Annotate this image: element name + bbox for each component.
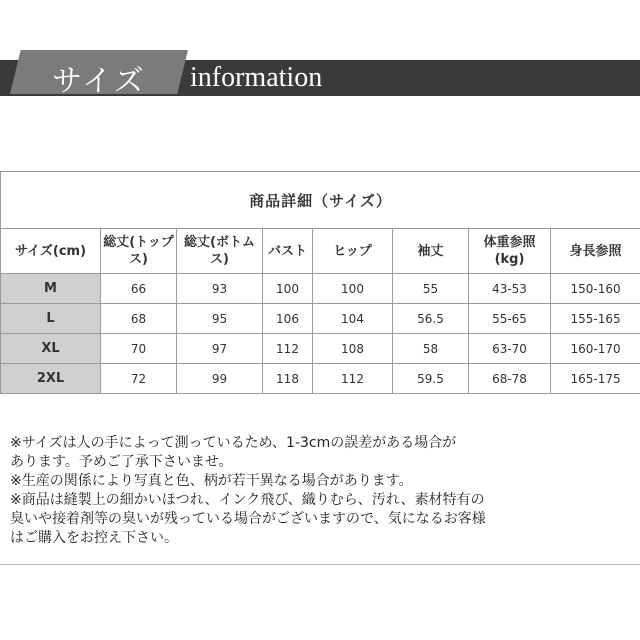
row-size-label: M: [1, 274, 101, 304]
cell-bust: 112: [263, 334, 313, 364]
note-line: ※サイズは人の手によって測っているため、1-3cmの誤差がある場合が: [10, 435, 457, 451]
cell-length-tops: 72: [101, 364, 177, 394]
row-size-label: XL: [1, 334, 101, 364]
header-size: サイズ(cm): [1, 229, 101, 274]
cell-length-bottoms: 93: [177, 274, 263, 304]
header-hip: ヒップ: [313, 229, 393, 274]
cell-length-tops: 68: [101, 304, 177, 334]
cell-bust: 118: [263, 364, 313, 394]
note-line: ※生産の関係により写真と色、柄が若干異なる場合があります。: [10, 473, 413, 489]
cell-weight: 63-70: [469, 334, 551, 364]
divider: [0, 564, 640, 565]
table-row: [1, 304, 640, 334]
cell-sleeve: 59.5: [393, 364, 469, 394]
note-line: あります。予めご了承下さいませ。: [10, 454, 233, 470]
size-table: [0, 171, 640, 394]
cell-height: 165-175: [551, 364, 640, 394]
cell-weight: 68-78: [469, 364, 551, 394]
cell-sleeve: 58: [393, 334, 469, 364]
header-height: 身長参照: [551, 229, 640, 274]
note-line: ※商品は縫製上の細かいほつれ、インク飛び、織りむら、汚れ、素材特有の: [10, 492, 485, 508]
cell-length-bottoms: 99: [177, 364, 263, 394]
header-weight: 体重参照(kg): [469, 229, 551, 274]
header-tag-text: サイズ: [52, 64, 146, 99]
table-header-row: [1, 229, 640, 274]
cell-bust: 106: [263, 304, 313, 334]
cell-hip: 100: [313, 274, 393, 304]
header-length-tops: 総丈(トップス): [101, 229, 177, 274]
cell-length-tops: 70: [101, 334, 177, 364]
cell-height: 160-170: [551, 334, 640, 364]
header-length-bottoms: 総丈(ボトムス): [177, 229, 263, 274]
cell-height: 150-160: [551, 274, 640, 304]
table-row: [1, 364, 640, 394]
cell-hip: 104: [313, 304, 393, 334]
cell-sleeve: 56.5: [393, 304, 469, 334]
table-row: [1, 274, 640, 304]
cell-bust: 100: [263, 274, 313, 304]
row-size-label: L: [1, 304, 101, 334]
cell-height: 155-165: [551, 304, 640, 334]
cell-length-tops: 66: [101, 274, 177, 304]
row-size-label: 2XL: [1, 364, 101, 394]
header-bust: バスト: [263, 229, 313, 274]
note-line: はご購入をお控え下さい。: [10, 530, 178, 546]
table-title: 商品詳細（サイズ）: [1, 172, 640, 229]
cell-sleeve: 55: [393, 274, 469, 304]
header-info-text: information: [190, 62, 323, 93]
cell-length-bottoms: 97: [177, 334, 263, 364]
cell-length-bottoms: 95: [177, 304, 263, 334]
cell-hip: 108: [313, 334, 393, 364]
cell-weight: 55-65: [469, 304, 551, 334]
cell-weight: 43-53: [469, 274, 551, 304]
note-line: 臭いや接着剤等の臭いが残っている場合がございますので、気になるお客様: [10, 511, 486, 527]
cell-hip: 112: [313, 364, 393, 394]
table-row: [1, 334, 640, 364]
notes: [10, 434, 630, 548]
header-sleeve: 袖丈: [393, 229, 469, 274]
